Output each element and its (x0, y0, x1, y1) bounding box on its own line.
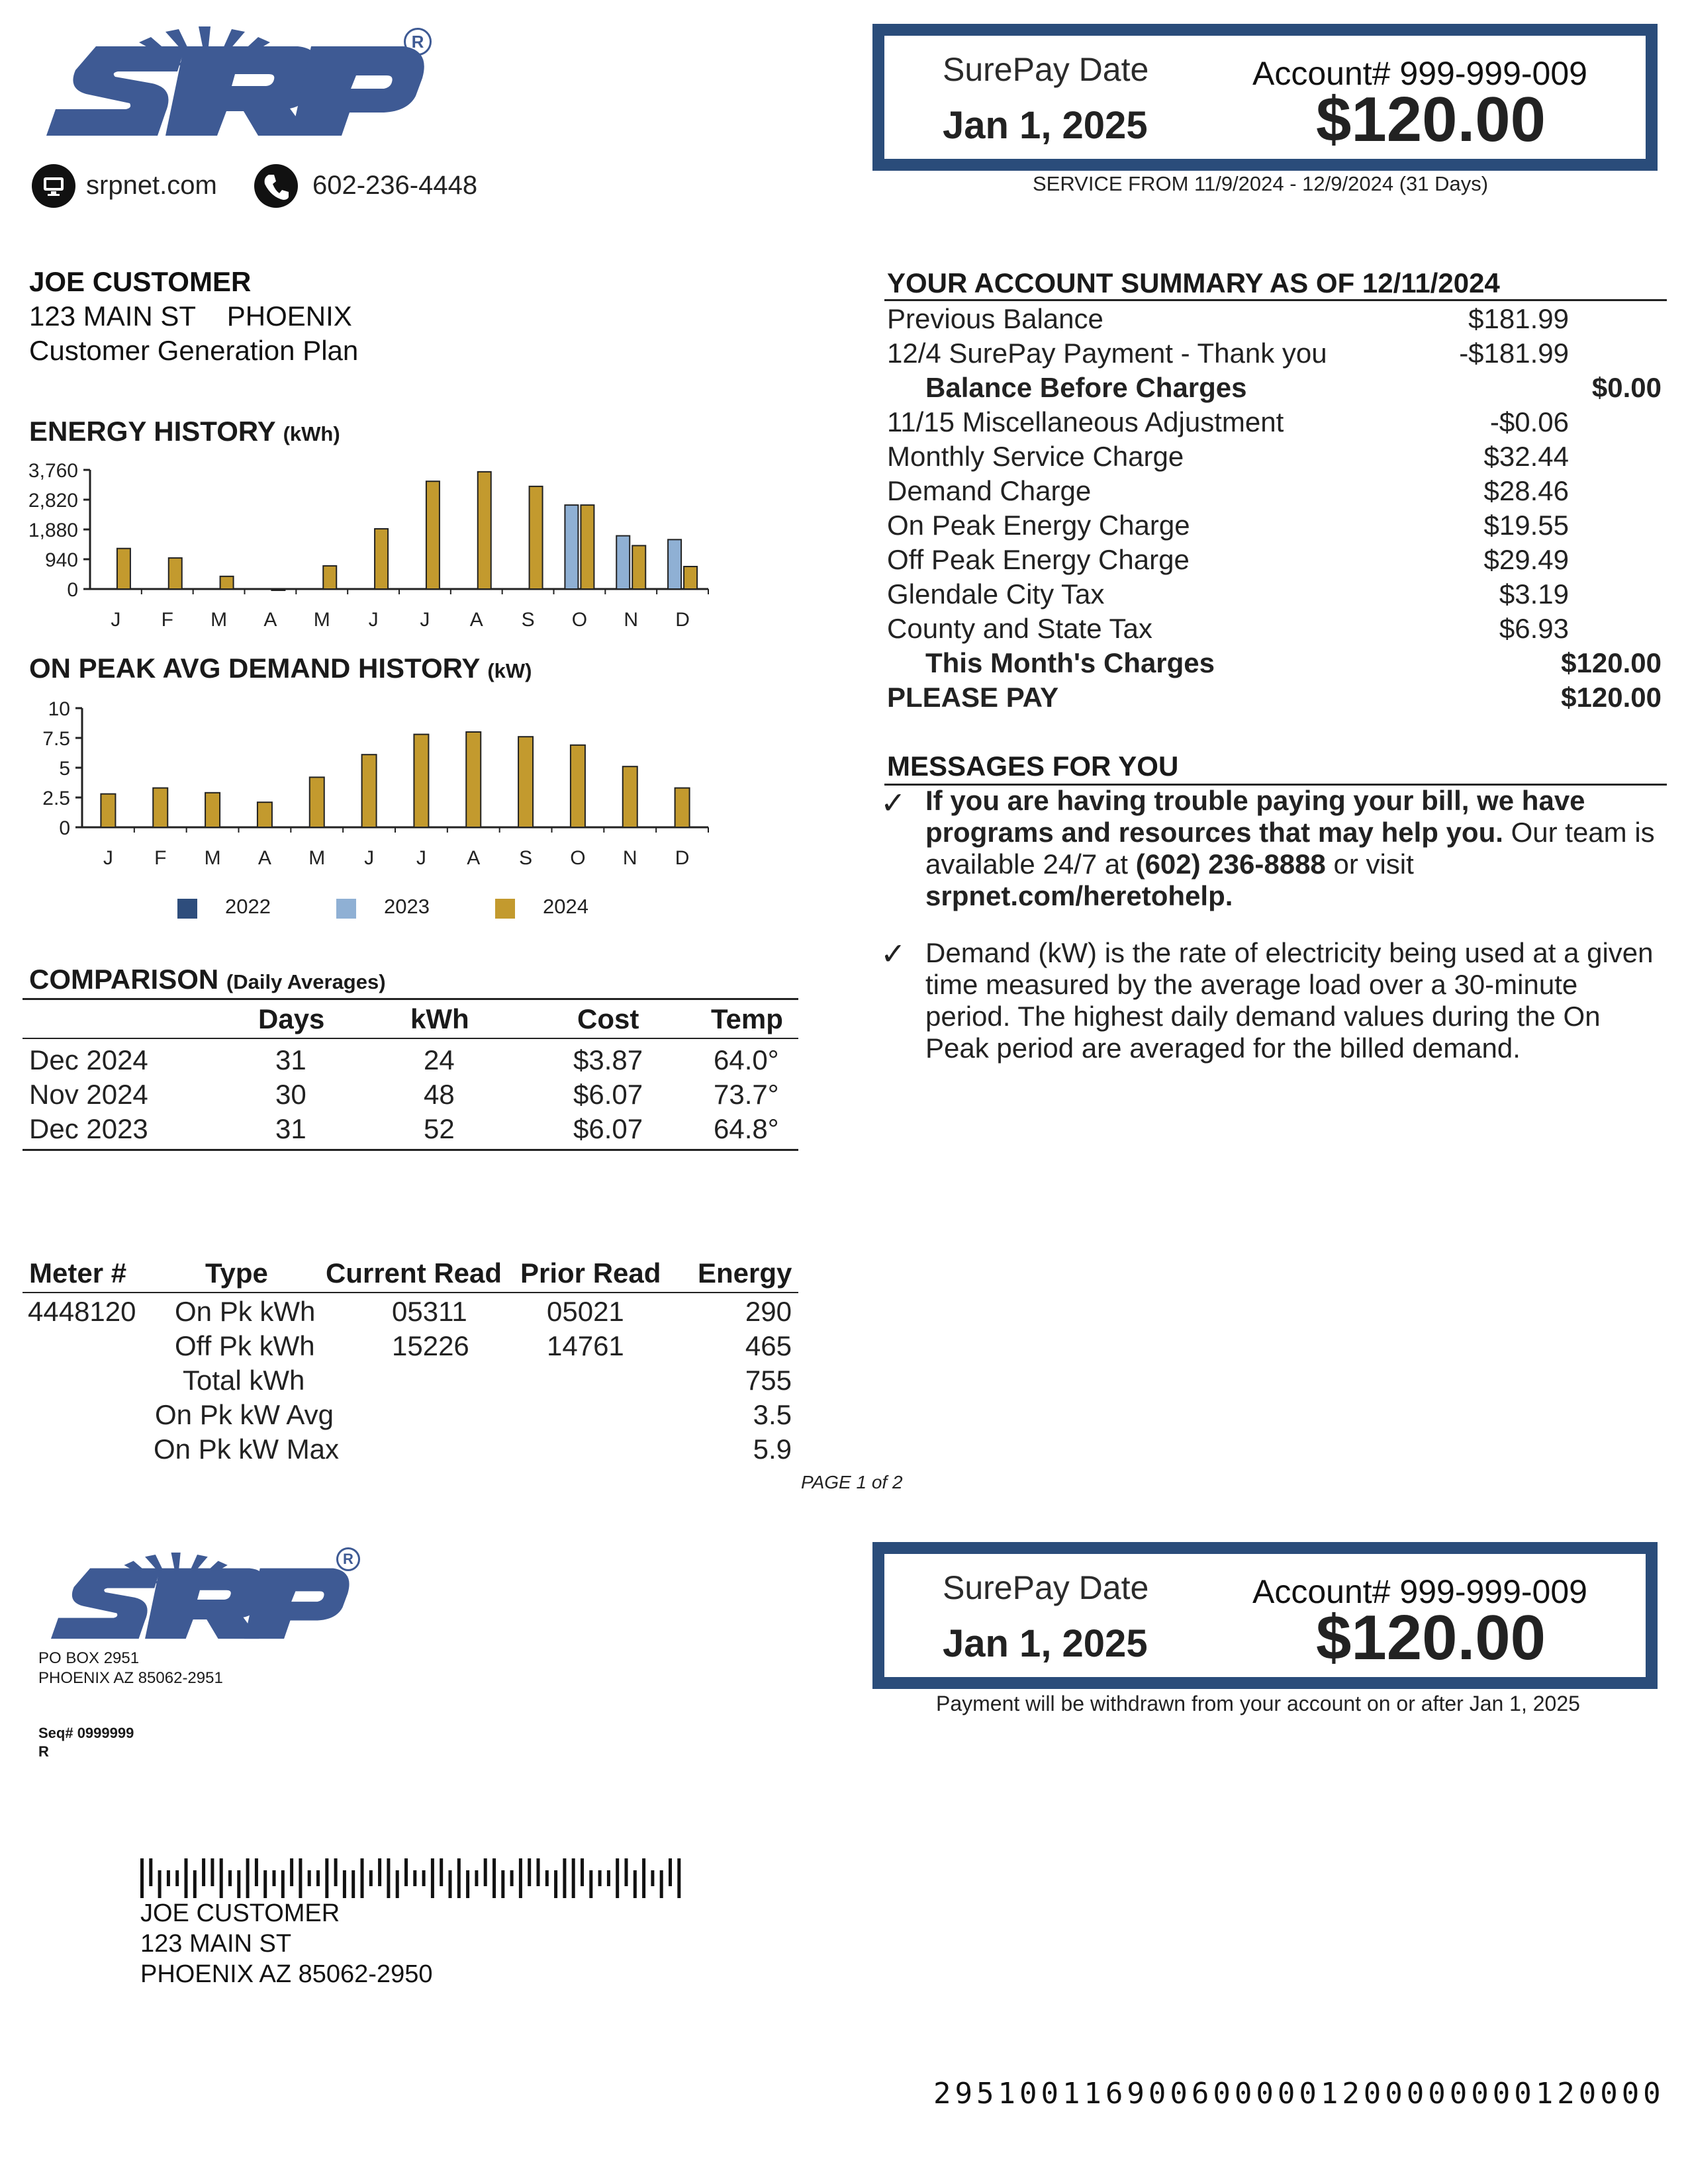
bar-2024 (117, 549, 130, 589)
y-tick-label: 2.5 (42, 788, 70, 809)
x-tick-label: M (308, 847, 326, 869)
barcode-bar (484, 1858, 487, 1886)
stub-amount-due: $120.00 (1316, 1602, 1546, 1673)
barcode-bar (677, 1858, 680, 1898)
account-label: Account# (1252, 55, 1391, 92)
registered-mark-icon-stub: R (336, 1547, 360, 1571)
stub-surepay-date: Jan 1, 2025 (943, 1622, 1148, 1665)
x-tick-label: M (313, 609, 330, 631)
legend-swatch-2022 (177, 899, 197, 919)
demand-history-title: ON PEAK AVG DEMAND HISTORY (kW) (29, 653, 532, 684)
barcode-bar (572, 1858, 575, 1898)
phone-number[interactable]: 602-236-4448 (312, 171, 478, 200)
remit-city: PHOENIX AZ 85062-2951 (38, 1669, 223, 1687)
comparison-header-rule (23, 1038, 798, 1039)
barcode-bar (396, 1870, 399, 1898)
registered-mark-icon: R (404, 28, 432, 56)
x-tick-label: J (420, 609, 430, 631)
summary-service-charge-amount: $32.44 (1483, 441, 1569, 472)
x-tick-label: D (675, 847, 690, 869)
bar-2024 (310, 777, 324, 827)
surepay-date: Jan 1, 2025 (943, 104, 1148, 147)
bar-2023 (616, 536, 630, 589)
summary-balance-before-total: $0.00 (1591, 372, 1662, 403)
meter-header-energy: Energy (698, 1257, 792, 1289)
barcode-bar (211, 1858, 214, 1886)
barcode-bar (510, 1870, 514, 1886)
x-tick-label: O (570, 847, 586, 869)
barcode-bar (501, 1870, 504, 1898)
message-demand: Demand (kW) is the rate of electricity being used at a given time measured by the average load over a 30-minute period. The highest daily demand values during the On Peak period are averaged for the billed demand. (925, 937, 1654, 1064)
bar-2024 (101, 794, 115, 827)
withdrawal-note: Payment will be withdrawn from your account on or after Jan 1, 2025 (936, 1692, 1580, 1715)
x-tick-label: S (519, 847, 533, 869)
barcode-bar (519, 1858, 522, 1898)
summary-on-peak: On Peak Energy Charge (887, 510, 1190, 541)
barcode-bar (369, 1870, 373, 1886)
meter-header-rule (23, 1292, 798, 1293)
bar-2024 (362, 754, 377, 827)
y-tick-label: 1,880 (28, 520, 78, 541)
x-tick-label: M (204, 847, 221, 869)
bar-2024 (684, 567, 697, 589)
summary-rule (884, 299, 1667, 301)
amount-due: $120.00 (1316, 84, 1546, 155)
barcode-bar (378, 1858, 381, 1886)
srp-logo (33, 20, 430, 146)
x-tick-label: S (521, 609, 535, 631)
summary-please-pay-total: $120.00 (1561, 682, 1662, 713)
x-tick-label: J (111, 609, 121, 631)
x-tick-label: O (571, 609, 588, 631)
barcode-bar (625, 1858, 628, 1886)
barcode-bar (492, 1858, 496, 1898)
summary-county-tax: County and State Tax (887, 613, 1152, 644)
x-tick-label: J (103, 847, 113, 869)
comparison-top-rule (23, 998, 798, 1000)
postal-barcode (140, 1858, 696, 1898)
y-tick-label: 5 (59, 758, 70, 780)
mailing-street: 123 MAIN ST (140, 1930, 292, 1958)
scanline: 2951001169006000001200000000120000 (933, 2077, 1665, 2111)
barcode-bar (607, 1870, 610, 1886)
y-tick-label: 0 (67, 579, 78, 601)
summary-demand-charge: Demand Charge (887, 475, 1092, 506)
bar-2023 (565, 505, 578, 589)
meter-header-number: Meter # (29, 1257, 127, 1289)
barcode-bar (598, 1870, 602, 1886)
barcode-bar (308, 1870, 311, 1886)
bar-2024 (205, 793, 220, 827)
srp-logo-stub (38, 1547, 356, 1647)
meter-header-current: Current Read (326, 1257, 502, 1289)
x-tick-label: A (258, 847, 271, 869)
barcode-bar (554, 1870, 557, 1898)
comparison-header-kwh: kWh (410, 1003, 469, 1034)
meter-header-type: Type (205, 1257, 268, 1289)
barcode-bar (237, 1870, 240, 1898)
barcode-bar (563, 1858, 566, 1898)
summary-off-peak-amount: $29.49 (1483, 544, 1569, 575)
service-period: SERVICE FROM 11/9/2024 - 12/9/2024 (31 Days) (1033, 172, 1489, 195)
barcode-bar (263, 1870, 267, 1898)
demand-history-chart (0, 695, 728, 887)
summary-month-charges-total: $120.00 (1561, 647, 1662, 678)
comparison-header-temp: Temp (711, 1003, 783, 1034)
barcode-bar (616, 1858, 619, 1898)
page-number: PAGE 1 of 2 (801, 1472, 903, 1492)
checkmark-icon: ✓ (880, 936, 906, 971)
comparison-header-cost: Cost (577, 1003, 639, 1034)
bar-2024 (571, 745, 585, 827)
barcode-bar (660, 1870, 663, 1898)
surepay-date-label: SurePay Date (943, 51, 1149, 88)
barcode-bar (299, 1858, 302, 1898)
barcode-bar (334, 1858, 338, 1886)
barcode-bar (475, 1870, 478, 1886)
monitor-icon (32, 164, 75, 208)
mailing-city: PHOENIX AZ 85062-2950 (140, 1960, 433, 1988)
bar-2024 (169, 558, 182, 589)
barcode-bar (361, 1858, 364, 1898)
summary-payment-amount: -$181.99 (1459, 338, 1569, 369)
barcode-bar (325, 1858, 328, 1898)
barcode-bar (651, 1870, 654, 1886)
x-tick-label: N (622, 847, 637, 869)
customer-name: JOE CUSTOMER (29, 266, 252, 297)
summary-previous-balance: Previous Balance (887, 303, 1103, 334)
legend-swatch-2023 (336, 899, 356, 919)
bar-2024 (323, 566, 336, 589)
barcode-bar (167, 1870, 170, 1886)
x-tick-label: D (675, 609, 690, 631)
barcode-bar (466, 1870, 469, 1898)
stub-surepay-date-label: SurePay Date (943, 1569, 1149, 1606)
summary-payment: 12/4 SurePay Payment - Thank you (887, 338, 1327, 369)
y-tick-label: 940 (44, 549, 78, 571)
x-tick-label: J (368, 609, 379, 631)
barcode-bar (589, 1870, 592, 1898)
legend-label-2023: 2023 (384, 895, 430, 918)
comparison-title: COMPARISON (Daily Averages) (29, 964, 386, 995)
phone-icon (254, 164, 298, 208)
meter-header-prior: Prior Read (520, 1257, 661, 1289)
barcode-bar (669, 1858, 672, 1886)
barcode-bar (290, 1858, 293, 1886)
comparison-header-days: Days (258, 1003, 325, 1034)
barcode-bar (140, 1858, 144, 1898)
x-tick-label: F (161, 609, 173, 631)
summary-balance-before: Balance Before Charges (925, 372, 1247, 403)
barcode-bar (175, 1870, 179, 1886)
bar-2024 (632, 545, 645, 589)
bar-2024 (426, 481, 440, 589)
barcode-bar (185, 1858, 188, 1898)
x-tick-label: J (364, 847, 375, 869)
bar-2024 (518, 737, 533, 827)
summary-please-pay: PLEASE PAY (887, 682, 1059, 713)
bar-2024 (623, 766, 637, 827)
barcode-bar (281, 1870, 285, 1898)
x-tick-label: A (469, 609, 483, 631)
summary-demand-charge-amount: $28.46 (1483, 475, 1569, 506)
legend-label-2022: 2022 (225, 895, 271, 918)
bar-2024 (375, 529, 388, 589)
bar-2024 (153, 788, 167, 827)
legend-swatch-2024 (495, 899, 515, 919)
x-tick-label: M (211, 609, 228, 631)
mailing-name: JOE CUSTOMER (140, 1899, 340, 1927)
bar-2024 (220, 576, 234, 589)
messages-title: MESSAGES FOR YOU (887, 751, 1179, 782)
checkmark-icon: ✓ (880, 786, 906, 820)
summary-city-tax-amount: $3.19 (1499, 578, 1569, 610)
summary-previous-balance-amount: $181.99 (1468, 303, 1569, 334)
energy-history-title: ENERGY HISTORY (kWh) (29, 416, 340, 447)
summary-service-charge: Monthly Service Charge (887, 441, 1184, 472)
barcode-bar (228, 1870, 232, 1886)
barcode-bar (352, 1870, 355, 1898)
y-tick-label: 7.5 (42, 728, 70, 750)
summary-county-tax-amount: $6.93 (1499, 613, 1569, 644)
comparison-bottom-rule (23, 1149, 798, 1151)
y-tick-label: 2,820 (28, 490, 78, 512)
barcode-bar (422, 1870, 426, 1886)
x-tick-label: J (416, 847, 426, 869)
barcode-bar (431, 1858, 434, 1898)
energy-history-chart (0, 457, 728, 642)
x-tick-label: A (467, 847, 481, 869)
bar-2024 (530, 486, 543, 589)
summary-on-peak-amount: $19.55 (1483, 510, 1569, 541)
website-link[interactable]: srpnet.com (86, 171, 217, 200)
legend-label-2024: 2024 (543, 895, 588, 918)
barcode-bar (413, 1870, 416, 1886)
bar-2024 (258, 802, 272, 827)
amount-due-box (872, 24, 1658, 171)
seq-number: Seq# 0999999 (38, 1725, 134, 1741)
barcode-bar (246, 1858, 250, 1898)
barcode-bar (273, 1870, 276, 1886)
barcode-bar (255, 1858, 258, 1886)
x-tick-label: A (263, 609, 277, 631)
barcode-bar (343, 1870, 346, 1898)
barcode-bar (202, 1858, 205, 1886)
bar-2024 (478, 472, 491, 589)
summary-off-peak: Off Peak Energy Charge (887, 544, 1190, 575)
barcode-bar (581, 1858, 584, 1886)
chart-legend (172, 891, 635, 924)
barcode-bar (158, 1870, 162, 1898)
barcode-bar (528, 1858, 531, 1886)
barcode-bar (440, 1858, 443, 1886)
account-number: 999-999-009 (1399, 55, 1587, 92)
remit-po-box: PO BOX 2951 (38, 1649, 140, 1667)
barcode-bar (193, 1870, 197, 1898)
stub-account-number-line: Account# 999-999-009 (1252, 1573, 1587, 1610)
stub-amount-box (872, 1542, 1658, 1689)
barcode-bar (316, 1870, 320, 1886)
customer-plan: Customer Generation Plan (29, 335, 359, 366)
message-hardship: If you are having trouble paying your bill, we have programs and resources that may help you. Our team is available 24/7 at (602) 236-8888 or visit srpnet.com/heretohelp. (925, 785, 1655, 911)
barcode-bar (537, 1858, 540, 1886)
barcode-bar (404, 1858, 408, 1886)
x-tick-label: N (624, 609, 639, 631)
summary-misc-adjustment-amount: -$0.06 (1489, 406, 1569, 437)
bar-2024 (414, 735, 428, 827)
barcode-bar (633, 1870, 637, 1898)
bar-2023 (668, 539, 681, 589)
barcode-bar (149, 1858, 152, 1886)
heretohelp-link[interactable]: srpnet.com/heretohelp. (925, 880, 1233, 911)
y-tick-label: 0 (59, 817, 70, 839)
summary-title: YOUR ACCOUNT SUMMARY AS OF 12/11/2024 (887, 267, 1500, 298)
barcode-bar (387, 1858, 390, 1898)
x-tick-label: F (154, 847, 167, 869)
summary-misc-adjustment: 11/15 Miscellaneous Adjustment (887, 406, 1284, 437)
barcode-bar (449, 1870, 452, 1898)
barcode-bar (457, 1858, 461, 1898)
summary-city-tax: Glendale City Tax (887, 578, 1105, 610)
bar-2024 (581, 505, 594, 589)
barcode-bar (220, 1858, 223, 1898)
summary-month-charges: This Month's Charges (925, 647, 1215, 678)
bar-2024 (271, 589, 285, 590)
y-tick-label: 10 (48, 698, 70, 720)
bar-2024 (466, 732, 481, 827)
barcode-bar (545, 1870, 549, 1886)
route-code: R (38, 1743, 49, 1760)
meter-number: 4448120 (28, 1296, 136, 1327)
customer-address: 123 MAIN ST PHOENIX (29, 300, 352, 332)
bar-2024 (675, 788, 690, 827)
barcode-bar (642, 1858, 645, 1898)
y-tick-label: 3,760 (28, 460, 78, 482)
